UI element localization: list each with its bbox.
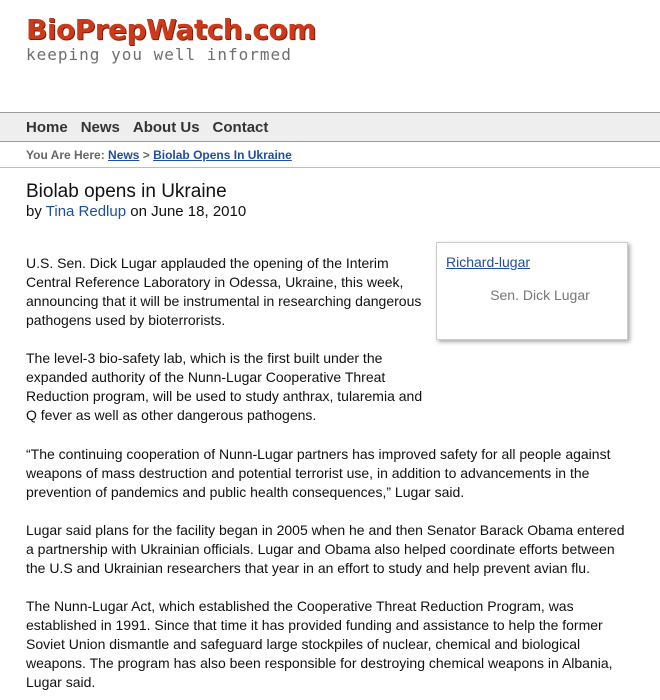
author-link[interactable]: Tina Redlup xyxy=(45,203,127,220)
nav-home[interactable]: Home xyxy=(26,118,68,136)
site-logo[interactable] xyxy=(26,14,316,64)
article-title: Biolab opens in Ukraine xyxy=(26,181,227,202)
nav-about-us[interactable]: About Us xyxy=(132,118,200,136)
article-byline xyxy=(26,203,246,220)
nav-contact[interactable]: Contact xyxy=(212,118,269,136)
breadcrumb-separator: > xyxy=(142,148,150,162)
breadcrumb-prefix: You Are Here: xyxy=(26,148,105,162)
byline-by: by xyxy=(26,203,42,220)
photo-caption: Sen. Dick Lugar xyxy=(490,287,590,303)
site-tagline: keeping you well informed xyxy=(26,45,292,64)
site-name: BioPrepWatch.com xyxy=(26,13,316,46)
breadcrumb-link-news[interactable]: News xyxy=(108,148,140,162)
breadcrumb xyxy=(0,143,660,168)
article-paragraph: “The continuing cooperation of Nunn-Lugar partners has improved safety for all people against weapons of mass destruction and potential terrorist use, in addition to advancements in the prevention of pandemics and public health consequences,” Lugar said. xyxy=(26,446,611,500)
article-paragraph: Lugar said plans for the facility began in 2005 when he and then Senator Barack Obama entered a partnership with Ukrainian officials. Lugar and Obama also helped coordinate efforts between the U.S and Ukrainian researchers that year in an effort to study and help prevent avian flu. xyxy=(26,522,625,576)
article-paragraph: The Nunn-Lugar Act, which established the Cooperative Threat Reduction Program, was established in 1991. Since that time it has provided funding and assistance to help the former Soviet Union dismantle and safeguard large stockpiles of nuclear, chemical and biological weapons. The program has also been responsible for destroying chemical weapons in Albania, Lugar said. xyxy=(26,598,613,690)
breadcrumb-link-article[interactable]: Biolab Opens In Ukraine xyxy=(153,148,292,162)
photo-link[interactable]: Richard-lugar xyxy=(446,254,531,270)
article-paragraph: U.S. Sen. Dick Lugar applauded the opening of the Interim Central Reference Laboratory in Odessa, Ukraine, this week, announcing that it will be instrumental in researching dangerous pathogens used by bioterrorists. xyxy=(26,255,422,328)
main-nav xyxy=(0,112,660,142)
article-date: June 18, 2010 xyxy=(151,203,247,220)
article-paragraph: The level-3 bio-safety lab, which is the first built under the expanded authority of the Nunn-Lugar Cooperative Threat Reduction program, will be used to study anthrax, tularemia and Q fever as well as other dangerous pathogens. xyxy=(26,350,423,423)
nav-news[interactable]: News xyxy=(80,118,120,136)
photo-box xyxy=(436,242,628,340)
byline-on: on xyxy=(130,203,147,220)
